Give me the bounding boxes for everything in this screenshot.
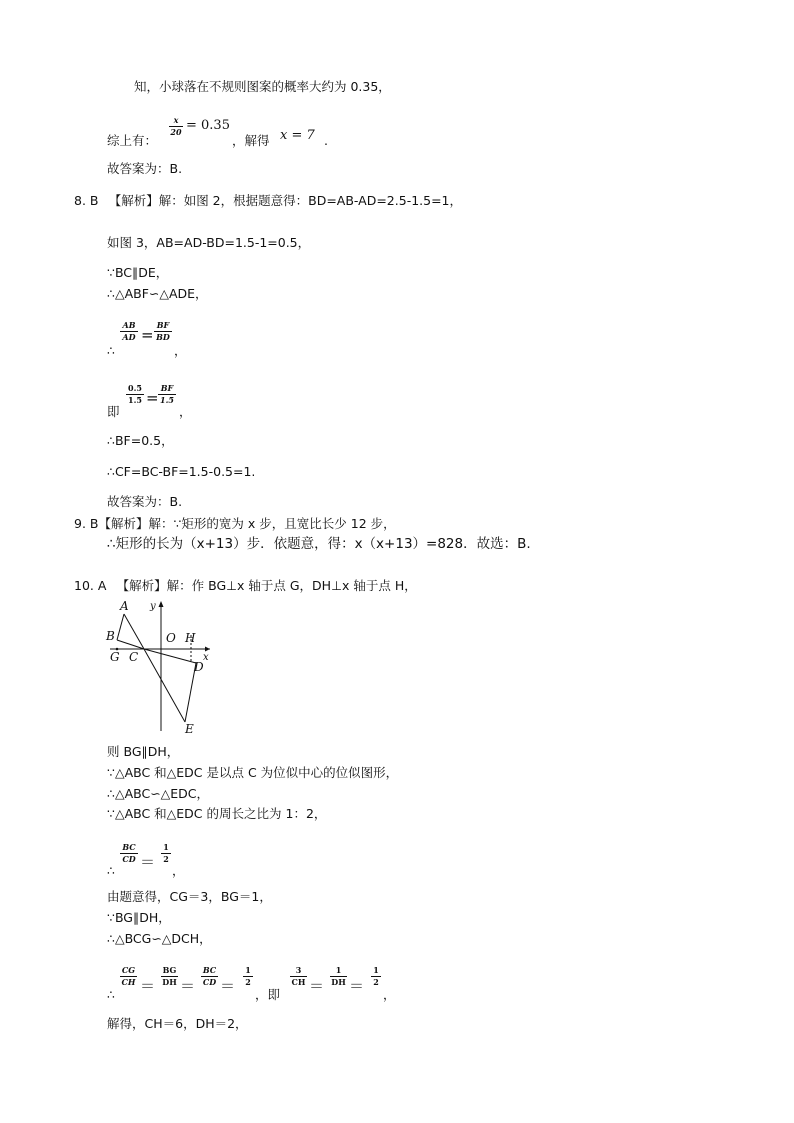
text-line: ∴△BCG∽△DCH，: [107, 931, 212, 946]
fraction: $\frac{AB}{AD}$: [120, 321, 138, 342]
text-line: 综上有：: [107, 133, 158, 148]
point-label-o: O: [166, 631, 176, 645]
text-line: 9. B【解析】解：∵矩形的宽为 x 步，且宽比长少 12 步，: [74, 516, 396, 531]
text-line: 10. A 【解析】解：作 BG⊥x 轴于点 G，DH⊥x 轴于点 H，: [74, 578, 417, 593]
equation: = 0.35: [186, 118, 230, 133]
text-line: 故答案为：B.: [107, 161, 183, 176]
text-line: ∴△ABF∽△ADE，: [107, 286, 208, 301]
fraction: $\frac{BC}{CD}$: [120, 843, 138, 864]
text-line: ，: [179, 404, 192, 419]
fraction: $\frac{BF}{BD}$: [154, 321, 172, 342]
text-line: ∵△ABC 和△EDC 的周长之比为 1：2，: [107, 806, 327, 821]
text-line: ∵△ABC 和△EDC 是以点 C 为位似中心的位似图形，: [107, 765, 399, 780]
text-line: ，: [383, 987, 396, 1002]
equals-sign: =: [141, 326, 154, 344]
text-line: 解得，CH＝6，DH＝2，: [107, 1016, 248, 1031]
text-line: ∵BG∥DH，: [107, 910, 171, 925]
text-line: ，即: [255, 987, 281, 1002]
text-line: ∵BC∥DE，: [107, 265, 169, 280]
equals-sign: ＝: [220, 977, 236, 995]
point-label-a: A: [120, 599, 129, 613]
equals-sign: ＝: [309, 977, 325, 995]
fraction: $\frac{BF}{1.5}$: [158, 384, 176, 405]
text-line: 如图 3，AB=AD-BD=1.5-1=0.5，: [107, 235, 311, 250]
equation: x = 7: [280, 128, 315, 143]
equals-sign: ＝: [180, 977, 196, 995]
fraction: $\frac{BG}{DH}$: [162, 965, 177, 987]
text-line: 知，小球落在不规则图案的概率大约为 0.35，: [134, 79, 391, 94]
point-label-c: C: [129, 650, 139, 664]
fraction: $\frac{CG}{CH}$: [121, 965, 136, 987]
text-line: ∴: [107, 987, 115, 1002]
point-label-b: B: [106, 629, 115, 643]
text-line: ∴: [107, 343, 115, 358]
axis-label-x: x: [203, 652, 209, 663]
text-line: 故答案为：B.: [107, 494, 183, 509]
equals-sign: ＝: [349, 977, 365, 995]
fraction: $\frac{BC}{CD}$: [202, 965, 217, 987]
point-label-h: H: [185, 631, 196, 645]
equals-sign: =: [146, 389, 159, 407]
text-line: ，: [172, 863, 185, 878]
equals-sign: ＝: [140, 977, 156, 995]
coordinate-figure: [104, 598, 214, 734]
text-line: ，解得: [232, 133, 270, 148]
point-label-e: E: [185, 722, 194, 734]
text-line: ∴BF=0.5，: [107, 433, 174, 448]
point-label-g: G: [110, 650, 120, 664]
text-line: 则 BG∥DH，: [107, 744, 180, 759]
fraction: $\frac{1}{2}$: [371, 966, 381, 987]
fraction: $\frac{1}{2}$: [243, 966, 253, 987]
fraction: $\frac{3}{CH}$: [291, 965, 306, 987]
text-line: 8. B 【解析】解：如图 2，根据题意得：BD=AB-AD=2.5-1.5=1，: [74, 193, 463, 208]
fraction: $\frac{0.5}{1.5}$: [126, 384, 144, 405]
text-line: 由题意得，CG＝3，BG＝1，: [107, 889, 272, 904]
text-line: ∴CF=BC-BF=1.5-0.5=1.: [107, 464, 256, 479]
text-line: ，: [174, 343, 187, 358]
text-line: ∴矩形的长为（x+13）步．依题意，得：x（x+13）=828．故选：B.: [107, 536, 531, 552]
fraction: $\frac{1}{DH}$: [331, 965, 346, 987]
axis-label-y: y: [150, 601, 156, 612]
text-line: 即: [107, 404, 120, 419]
point-label-d: D: [194, 660, 204, 674]
text-line: ∴△ABC∽△EDC，: [107, 786, 210, 801]
fraction: $\frac{x}{20}$: [170, 115, 182, 137]
text-line: .: [324, 133, 328, 148]
text-line: ∴: [107, 863, 115, 878]
fraction: $\frac{1}{2}$: [161, 843, 171, 864]
equals-sign: ＝: [140, 853, 156, 871]
